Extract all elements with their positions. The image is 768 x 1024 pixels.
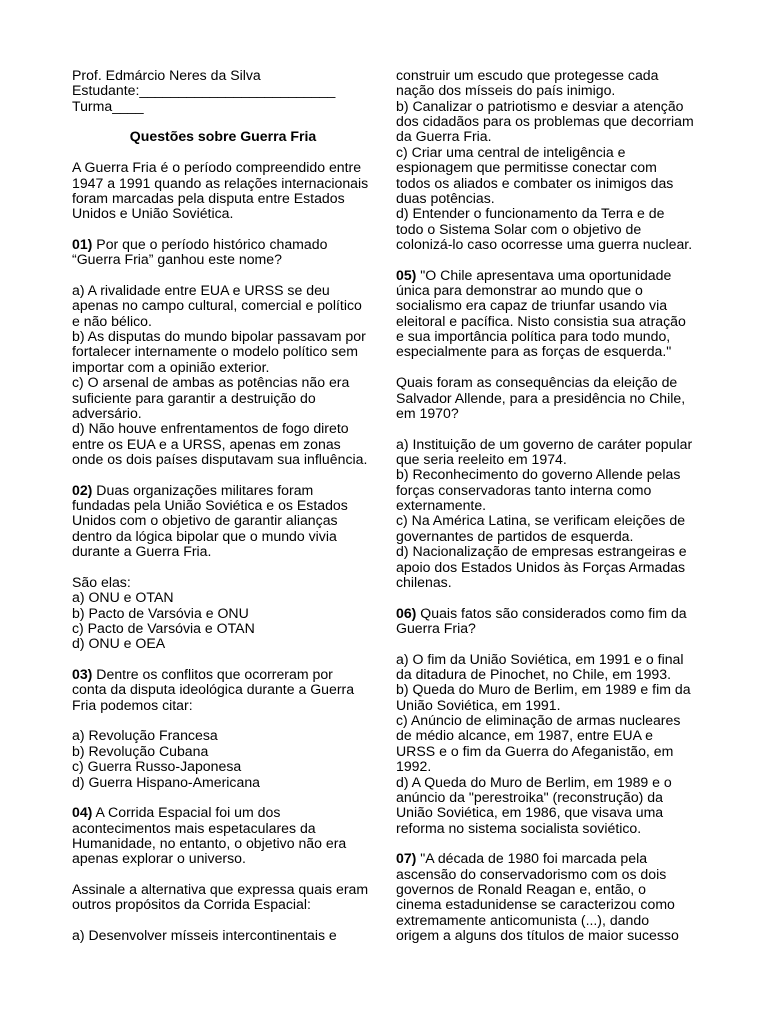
question-01 — [72, 237, 374, 467]
option-a — [396, 437, 698, 468]
option-line: apenas no campo cultural, comercial e político — [72, 297, 362, 314]
option-c: c) Guerra Russo-Japonesa — [72, 758, 242, 775]
question-stem-line: especialmente para as forças de esquerda." — [396, 343, 672, 360]
question-stem-line: extremamente anticomunista (...), dando — [396, 911, 650, 928]
option-a — [396, 652, 698, 683]
option-line: da ditadura de Pinochet, no Chile, em 1993. — [396, 666, 672, 683]
question-04 — [72, 805, 374, 943]
question-prompt-line: Quais foram as consequências da eleição de — [396, 374, 678, 391]
question-stem-text: "A década de 1980 foi marcada pela — [420, 850, 648, 867]
question-number: 03) — [72, 666, 93, 683]
question-stem-line: origem a alguns dos títulos de maior sucesso — [396, 927, 679, 944]
option-line: importar com a opinião exterior. — [72, 358, 270, 375]
option-line: suficiente para garantir a destruição do — [72, 389, 316, 406]
answer-options — [72, 283, 374, 467]
question-number: 05) — [396, 266, 417, 283]
option-line: da Guerra Fria. — [396, 128, 492, 145]
option-line: chilenas. — [396, 573, 452, 590]
option-line: c) O arsenal de ambas as potências não era — [72, 374, 350, 391]
question-07 — [396, 851, 698, 943]
question-stem — [396, 268, 698, 360]
option-line: d) Nacionalização de empresas estrangeiras e — [396, 543, 687, 560]
question-prompt — [72, 882, 374, 913]
option-line: e não bélico. — [72, 312, 152, 329]
question-prompt-line: Assinale a alternativa que expressa quais eram — [72, 881, 369, 898]
question-number: 06) — [396, 604, 417, 621]
option-a — [72, 928, 374, 943]
question-stem — [72, 805, 374, 866]
option-line: entre os EUA e a URSS, apenas em zonas — [72, 435, 341, 452]
question-stem-line: socialismo era capaz de triunfar usando via — [396, 297, 668, 314]
class-field: Turma____ — [72, 97, 144, 114]
option-line: externamente. — [396, 497, 487, 514]
option-line: c) Criar uma central de inteligência e — [396, 143, 626, 160]
option-line: a) A rivalidade entre EUA e URSS se deu — [72, 282, 330, 299]
question-stem — [72, 237, 374, 268]
teacher-name: Prof. Edmárcio Neres da Silva — [72, 67, 261, 83]
answer-options-continued — [396, 68, 698, 252]
question-05 — [396, 268, 698, 591]
option-line: todo o Sistema Solar com o objetivo de — [396, 220, 642, 237]
question-stem-line — [72, 805, 374, 820]
option-line: URSS e o fim da Guerra do Afeganistão, em — [396, 742, 674, 759]
option-line: 1992. — [396, 758, 432, 775]
question-stem-line: cinema estadunidense se caracterizou como — [396, 896, 675, 913]
question-stem-line: ascensão do conservadorismo com os dois — [396, 865, 667, 882]
question-stem-line: apenas explorar o universo. — [72, 850, 246, 867]
question-stem-line: única para demonstrar ao mundo que o — [396, 282, 643, 299]
option-c: c) Pacto de Varsóvia e OTAN — [72, 619, 255, 636]
option-line: b) As disputas do mundo bipolar passavam por — [72, 328, 366, 345]
question-stem-line: durante a Guerra Fria. — [72, 543, 212, 560]
question-stem-line: “Guerra Fria” ganhou este nome? — [72, 251, 282, 268]
option-line: c) Anúncio de eliminação de armas nucleares — [396, 712, 681, 729]
intro-line: Unidos e União Soviética. — [72, 205, 234, 222]
question-stem-line: dentro da lógica bipolar que o mundo vivia — [72, 527, 337, 544]
option-d: d) Guerra Hispano-Americana — [72, 773, 260, 790]
answer-options — [396, 652, 698, 836]
option-line: fortalecer internamente o modelo político sem — [72, 343, 358, 360]
intro-paragraph — [72, 160, 374, 221]
option-line: a) O fim da União Soviética, em 1991 e o final — [396, 650, 684, 667]
option-line: anúncio da "perestroika" (reconstrução) da — [396, 788, 663, 805]
option-a: a) Revolução Francesa — [72, 727, 218, 744]
option-line: b) Reconhecimento do governo Allende pelas — [396, 466, 681, 483]
question-prompt-line: em 1970? — [396, 404, 459, 421]
option-d — [72, 421, 374, 467]
option-b — [72, 329, 374, 375]
question-stem — [72, 483, 374, 560]
option-line: a) Desenvolver mísseis intercontinentais e — [72, 927, 337, 944]
option-line: adversário. — [72, 404, 142, 421]
option-line: reforma no sistema socialista soviético. — [396, 819, 642, 836]
question-stem-line: Fria podemos citar: — [72, 696, 193, 713]
option-line: forças conservadoras tanto interna como — [396, 481, 652, 498]
option-a-continued — [396, 68, 698, 99]
answer-options — [396, 437, 698, 591]
option-line: governantes de partidos de esquerda. — [396, 527, 634, 544]
question-stem-line — [396, 268, 698, 283]
question-stem-text: Duas organizações militares foram — [96, 481, 314, 498]
question-prompt — [396, 375, 698, 421]
worksheet-title: Questões sobre Guerra Fria — [129, 128, 317, 145]
question-stem — [396, 606, 698, 637]
answer-options — [72, 575, 374, 652]
option-line: União Soviética, em 1991. — [396, 696, 561, 713]
question-prompt-line: outros propósitos da Corrida Espacial: — [72, 896, 311, 913]
question-06 — [396, 606, 698, 836]
left-column — [72, 68, 374, 943]
option-line: duas potências. — [396, 189, 495, 206]
answer-options — [72, 728, 374, 789]
question-stem-text: Quais fatos são considerados como fim da — [420, 604, 687, 621]
question-stem-line: e sua importância política para todo mundo, — [396, 328, 671, 345]
question-stem — [396, 851, 698, 943]
student-name-field: Estudante:_________________________ — [72, 82, 336, 99]
question-stem-line: acontecimentos mais espetaculares da — [72, 819, 316, 836]
option-line: c) Na América Latina, se verificam eleições de — [396, 512, 686, 529]
option-line: nação dos mísseis do país inimigo. — [396, 82, 616, 99]
option-line: que seria reeleito em 1974. — [396, 450, 567, 467]
question-stem-line: Guerra Fria? — [396, 619, 476, 636]
question-stem-line: governos de Ronald Reagan e, então, o — [396, 881, 646, 898]
option-a — [72, 283, 374, 329]
option-line: todos os aliados e combater os inimigos das — [396, 174, 674, 191]
option-line: construir um escudo que protegesse cada — [396, 67, 659, 83]
question-03 — [72, 667, 374, 790]
question-stem-line — [396, 606, 698, 621]
option-line: apoio dos Estados Unidos às Forças Armadas — [396, 558, 686, 575]
question-stem-line: Humanidade, no entanto, o objetivo não era — [72, 834, 347, 851]
intro-line: foram marcadas pela disputa entre Estados — [72, 189, 345, 206]
header-block — [72, 68, 374, 114]
option-line: d) Não houve enfrentamentos de fogo direto — [72, 420, 349, 437]
option-b — [396, 467, 698, 513]
question-prompt-line: Salvador Allende, para a presidência no Chile, — [396, 389, 686, 406]
intro-line: A Guerra Fria é o período compreendido entre — [72, 159, 362, 176]
option-b: b) Pacto de Varsóvia e ONU — [72, 604, 249, 621]
option-line: d) Entender o funcionamento da Terra e de — [396, 205, 665, 222]
question-stem-line: eleitoral e pacífica. Nisto consistia sua atração — [396, 312, 686, 329]
question-number: 04) — [72, 804, 93, 821]
option-d — [396, 206, 698, 252]
option-c — [396, 145, 698, 206]
option-line: b) Queda do Muro de Berlim, em 1989 e fim da — [396, 681, 691, 698]
option-line: União Soviética, em 1986, que visava uma — [396, 804, 664, 821]
question-prompt: São elas: — [72, 573, 131, 590]
question-number: 07) — [396, 850, 417, 867]
question-number: 01) — [72, 235, 93, 252]
option-a: a) ONU e OTAN — [72, 589, 174, 606]
option-line: b) Canalizar o patriotismo e desviar a atenção — [396, 97, 684, 114]
question-stem-text: "O Chile apresentava uma oportunidade — [420, 266, 672, 283]
intro-line: 1947 a 1991 quando as relações internacionais — [72, 174, 369, 191]
question-stem-line: Unidos com o objetivo de garantir alianças — [72, 512, 338, 529]
option-line: dos cidadãos para os problemas que decorriam — [396, 113, 694, 130]
option-b — [396, 99, 698, 145]
right-column — [396, 68, 698, 943]
question-stem-line: conta da disputa ideológica durante a Guerra — [72, 681, 355, 698]
question-stem — [72, 667, 374, 713]
option-line: de médio alcance, em 1987, entre EUA e — [396, 727, 653, 744]
option-b: b) Revolução Cubana — [72, 742, 209, 759]
question-stem-text: Dentre os conflitos que ocorreram por — [96, 666, 333, 683]
option-d — [396, 775, 698, 836]
option-line: a) Instituição de um governo de caráter popular — [396, 435, 693, 452]
option-c — [72, 375, 374, 421]
option-line: onde os dois países disputavam sua influência. — [72, 450, 368, 467]
option-b — [396, 682, 698, 713]
option-line: espionagem que permitisse conectar com — [396, 159, 657, 176]
answer-options — [72, 928, 374, 943]
question-stem-line — [72, 667, 374, 682]
question-stem-text: A Corrida Espacial foi um dos — [95, 804, 281, 821]
question-stem-line: fundadas pela União Soviética e os Estados — [72, 497, 348, 514]
question-stem-line — [396, 851, 698, 866]
option-d — [396, 544, 698, 590]
question-number: 02) — [72, 481, 93, 498]
question-stem-line — [72, 237, 374, 252]
question-stem-line — [72, 483, 374, 498]
option-line: colonizá-lo caso ocorresse uma guerra nuclear. — [396, 235, 693, 252]
question-02 — [72, 483, 374, 652]
question-stem-text: Por que o período histórico chamado — [96, 235, 328, 252]
option-c — [396, 713, 698, 774]
option-line: d) A Queda do Muro de Berlim, em 1989 e o — [396, 773, 672, 790]
option-c — [396, 513, 698, 544]
option-d: d) ONU e OEA — [72, 635, 166, 652]
